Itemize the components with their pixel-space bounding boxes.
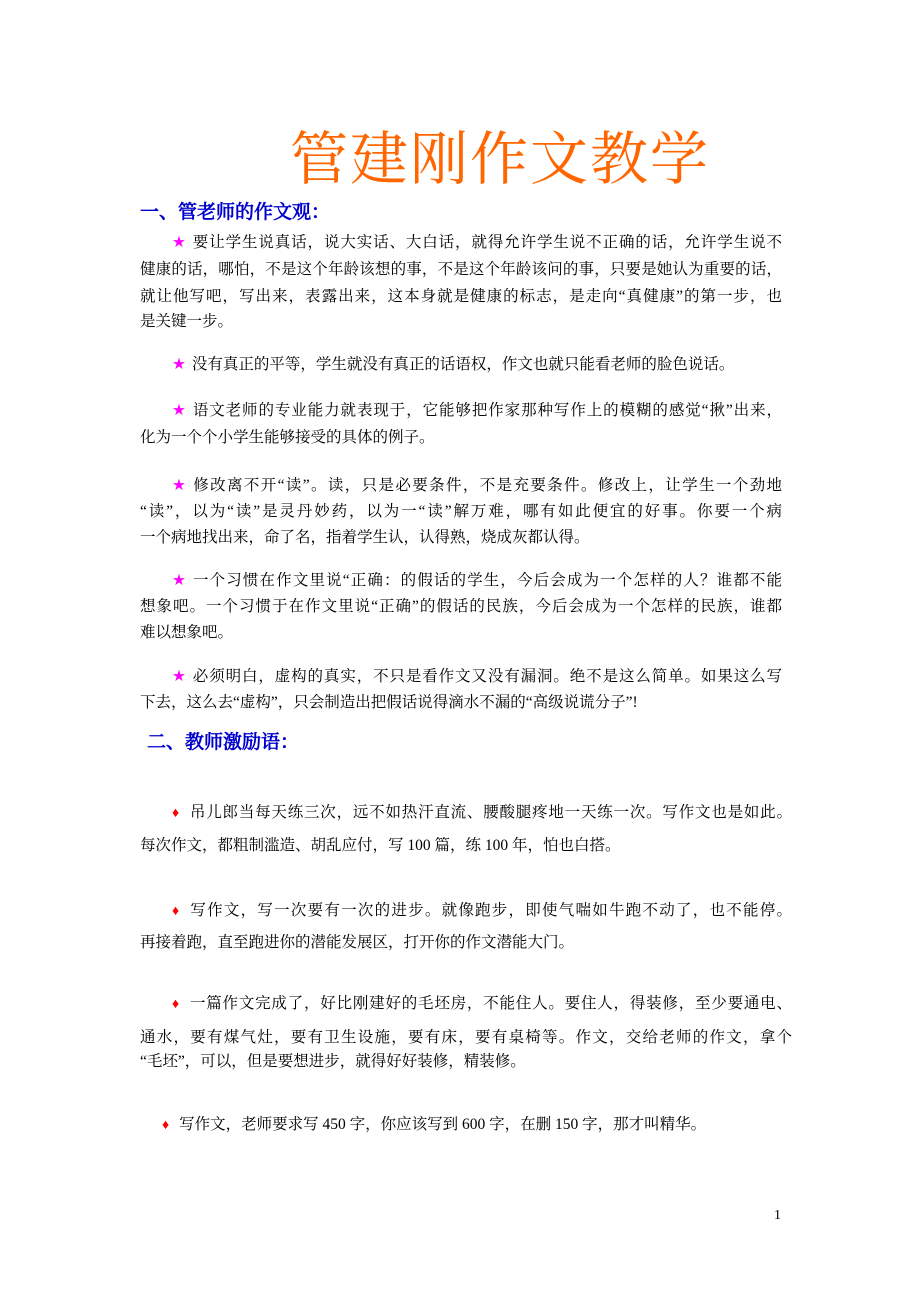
- page-number: 1: [774, 1208, 781, 1223]
- line-text: 化为一个个小学生能够接受的具体的例子。: [140, 429, 435, 446]
- line-text: 要让学生说真话，说大实话、大白话，就得允许学生说不正确的话，允许学生说不: [192, 234, 782, 251]
- paragraph-line: [140, 528, 782, 548]
- line-text: 想象吧。一个习惯于在作文里说“正确”的假话的民族，今后会成为一个怎样的民族，谁都: [140, 598, 782, 615]
- line-text: 通水，要有煤气灶，要有卫生设施，要有床，要有桌椅等。作文，交给老师的作文，拿个: [140, 1029, 792, 1046]
- paragraph-line: [172, 476, 782, 496]
- line-text: 必须明白，虚构的真实，不只是看作文又没有漏洞。绝不是这么简单。如果这么写: [192, 668, 782, 685]
- paragraph-line: [140, 1028, 792, 1048]
- line-text: 下去，这么去“虚构”，只会制造出把假话说得滴水不漏的“高级说谎分子”!: [140, 694, 638, 711]
- paragraph-line: [172, 571, 782, 591]
- line-text: 修改离不开“读”。读，只是必要条件，不是充要条件。修改上，让学生一个劲地: [193, 477, 783, 494]
- paragraph-line: [140, 428, 782, 448]
- star-bullet-icon: ★: [172, 477, 188, 494]
- paragraph-line: [140, 933, 792, 953]
- star-bullet-icon: ★: [172, 572, 188, 589]
- paragraph-line: [140, 502, 782, 522]
- line-text: 写作文，写一次要有一次的进步。就像跑步，即使气喘如牛跑不动了，也不能停。: [190, 902, 792, 919]
- line-text: 写作文，老师要求写 450 字，你应该写到 600 字，在删 150 字，那才叫精华。: [179, 1116, 707, 1133]
- paragraph-line: [140, 597, 782, 617]
- paragraph-line: [140, 623, 782, 643]
- line-text: 一个习惯在作文里说“正确：的假话的学生，今后会成为一个怎样的人？谁都不能: [193, 572, 782, 589]
- paragraph-line: [172, 901, 792, 922]
- line-text: 语文老师的专业能力就表现于，它能够把作家那种写作上的模糊的感觉“揪”出来，: [192, 402, 782, 419]
- line-text: “读”，以为“读”是灵丹妙药，以为一“读”解万难，哪有如此便宜的好事。你要一个病: [140, 503, 782, 520]
- paragraph-line: [162, 1115, 792, 1136]
- paragraph-line: [172, 803, 792, 824]
- diamond-bullet-icon: ♦: [162, 1118, 170, 1133]
- section2-heading: 二、教师激励语：: [147, 731, 300, 753]
- paragraph-line: [140, 260, 782, 280]
- diamond-bullet-icon: ♦: [172, 997, 180, 1012]
- star-bullet-icon: ★: [172, 668, 187, 685]
- line-text: 是关键一步。: [140, 313, 234, 330]
- line-text: 就让他写吧，写出来，表露出来，这本身就是健康的标志，是走向“真健康”的第一步，也: [140, 288, 782, 305]
- line-text: 难以想象吧。: [140, 624, 234, 641]
- line-text: “毛坯”，可以，但是要想进步，就得好好装修，精装修。: [140, 1053, 526, 1070]
- paragraph-line: [140, 287, 782, 307]
- paragraph-line: [172, 994, 792, 1015]
- line-text: 健康的话，哪怕，不是这个年龄该想的事，不是这个年龄该问的事，只要是她认为重要的话，: [140, 261, 782, 278]
- paragraph-line: [172, 667, 782, 687]
- line-text: 吊儿郎当每天练三次，远不如热汗直流、腰酸腿疼地一天练一次。写作文也是如此。: [189, 804, 792, 821]
- section1-heading: 一、管老师的作文观：: [140, 201, 331, 223]
- star-bullet-icon: ★: [172, 402, 187, 419]
- paragraph-line: [172, 401, 782, 421]
- document-title: 管建刚作文教学: [289, 125, 710, 193]
- paragraph-line: [140, 693, 782, 713]
- line-text: 每次作文，都粗制滥造、胡乱应付，写 100 篇，练 100 年，怕也白搭。: [140, 837, 621, 854]
- line-text: 一个病地找出来，命了名，指着学生认，认得熟，烧成灰都认得。: [140, 529, 590, 546]
- paragraph-line: [172, 355, 782, 375]
- diamond-bullet-icon: ♦: [172, 806, 180, 821]
- paragraph-line: [140, 1052, 792, 1072]
- line-text: 再接着跑，直至跑进你的潜能发展区，打开你的作文潜能大门。: [140, 934, 575, 951]
- diamond-bullet-icon: ♦: [172, 904, 181, 919]
- line-text: 没有真正的平等，学生就没有真正的话语权，作文也就只能看老师的脸色说话。: [191, 356, 735, 373]
- line-text: 一篇作文完成了，好比刚建好的毛坯房，不能住人。要住人，得装修，至少要通电、: [189, 995, 792, 1012]
- paragraph-line: [140, 312, 782, 332]
- star-bullet-icon: ★: [172, 234, 187, 251]
- star-bullet-icon: ★: [172, 356, 186, 373]
- paragraph-line: [140, 836, 792, 856]
- paragraph-line: [172, 233, 782, 253]
